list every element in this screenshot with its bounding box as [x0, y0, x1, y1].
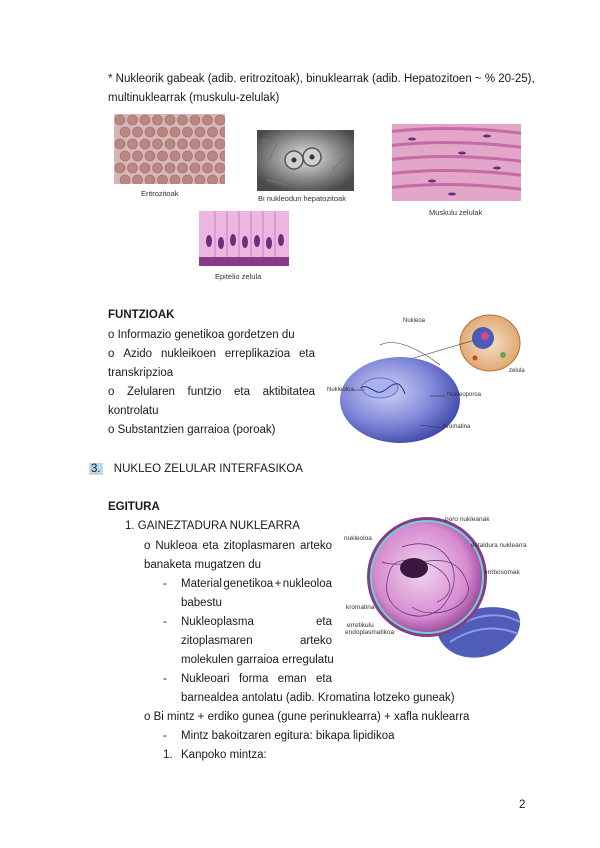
bullet-2-line-2 [181, 632, 332, 650]
egitura-subheading-1: 1. GAINEZTADURA NUKLEARRA [125, 520, 300, 532]
red-blood-cell [165, 139, 175, 149]
red-blood-cell [215, 115, 225, 125]
page-number: 2 [519, 799, 526, 811]
word: zitoplasmaren [181, 635, 253, 647]
red-blood-cell [128, 139, 138, 149]
egitura-heading: EGITURA [108, 501, 160, 513]
word: arteko [300, 635, 332, 647]
red-blood-cell [178, 139, 188, 149]
red-blood-cell [140, 139, 150, 149]
caption-hepatozitoak: Bi nukleodun hepatozitoak [258, 194, 346, 203]
red-blood-cell [120, 151, 130, 161]
word: Azido [123, 348, 153, 360]
label-nukleoloa-2: nukleoloa [344, 535, 372, 542]
word: eman [277, 673, 307, 685]
red-blood-cell [190, 163, 200, 173]
hepatocytes-image [257, 130, 354, 191]
red-blood-cell [115, 139, 125, 149]
word: arteko [300, 540, 332, 552]
section-number: 3. [91, 463, 101, 475]
red-blood-cell [165, 115, 175, 125]
word: o [144, 540, 151, 552]
label-kromatina-2: kromatina [346, 604, 375, 611]
red-blood-cell [208, 127, 218, 137]
intro-line-2: multinuklearrak (muskulu-zelulak) [108, 92, 280, 104]
bullet-dash: - [163, 578, 167, 590]
egitura-item-2: o Bi mintz + erdiko gunea (gune perinuklearra) + xafla nuklearra [144, 711, 470, 723]
word: eta [202, 540, 219, 552]
red-blood-cell [190, 115, 200, 125]
red-blood-cell [165, 163, 175, 173]
bullet-3-line-1 [181, 670, 332, 688]
red-blood-cell [140, 163, 150, 173]
red-blood-cell [115, 163, 125, 173]
numbered-1: 1. [163, 749, 173, 761]
red-blood-cell [140, 115, 150, 125]
nucleus-diagram [325, 310, 525, 445]
bullet-1-line-1 [181, 575, 332, 593]
bullet-dash: - [163, 616, 167, 628]
word: nukleikoen [161, 348, 216, 360]
red-blood-cell [178, 115, 188, 125]
word: forma [238, 673, 269, 685]
red-blood-cell [128, 163, 138, 173]
red-blood-cell [120, 127, 130, 137]
word: erreplikazioa [224, 348, 291, 360]
label-nukleoporoa: Nukleoporoa [447, 392, 482, 398]
caption-eritrozitoak: Eritrozitoak [141, 189, 179, 198]
red-blood-cell [203, 163, 213, 173]
red-blood-cell [170, 175, 180, 184]
word: zitoplasmaren [223, 540, 296, 552]
bullet-2-line-3: molekulen garraioa erregulatu [181, 654, 334, 666]
red-blood-cell [158, 175, 168, 184]
red-blood-cell [115, 115, 125, 125]
label-erretikulu: erretikulu [347, 622, 374, 629]
funtzioak-item-3-line [108, 383, 315, 401]
word: Zelularen [126, 386, 175, 398]
red-blood-cell [133, 175, 143, 184]
red-blood-cell [170, 151, 180, 161]
funtzioak-item-2-line [108, 345, 315, 363]
word: funtzio [187, 386, 222, 398]
red-blood-cell [183, 175, 193, 184]
word: eta [299, 348, 315, 360]
red-blood-cell [120, 175, 130, 184]
red-blood-cell [208, 151, 218, 161]
red-blood-cell [158, 151, 168, 161]
red-blood-cell [183, 151, 193, 161]
word: aktibitatea [262, 386, 315, 398]
red-blood-cell [133, 127, 143, 137]
bullet-dash: - [163, 673, 167, 685]
label-nukleoloa: Nukleoloa [327, 387, 354, 393]
label-poro: poro nukleanak [445, 516, 490, 523]
bullet-dash: - [163, 730, 167, 742]
word: eta [233, 386, 250, 398]
bullet-3-line-2: barnealdea antolatu (adib. Kromatina lotzeko guneak) [181, 692, 455, 704]
word: eta [316, 616, 332, 628]
red-blood-cell [170, 127, 180, 137]
red-blood-cell [145, 127, 155, 137]
funtzioak-item-1: o Informazio genetikoa gordetzen du [108, 329, 295, 341]
caption-epitelio: Epitelio zelula [215, 272, 262, 281]
epithelial-cells-image [199, 211, 289, 266]
bullet-4-text: Mintz bakoitzaren egitura: bikapa lipidikoa [181, 730, 395, 742]
label-endoplasmatikoa: endoplasmatikoa [345, 629, 395, 636]
muscle-cells-image [392, 124, 521, 201]
red-blood-cell [128, 115, 138, 125]
funtzioak-item-2-cont: transkripzioa [108, 367, 174, 379]
red-blood-cell [133, 151, 143, 161]
red-blood-cell [195, 151, 205, 161]
funtzioak-heading: FUNTZIOAK [108, 309, 175, 321]
caption-muskulu: Muskulu zelulak [429, 208, 483, 217]
red-blood-cell [183, 127, 193, 137]
red-blood-cell [178, 163, 188, 173]
word: eta [315, 673, 332, 685]
red-blood-cell [145, 151, 155, 161]
word: nukleoloa [282, 578, 332, 590]
word: Nukleoa [155, 540, 198, 552]
red-blood-cell [215, 139, 225, 149]
red-blood-cell [158, 127, 168, 137]
section-3-title [89, 460, 303, 478]
word: + [274, 578, 282, 590]
funtzioak-item-3-cont: kontrolatu [108, 405, 159, 417]
red-blood-cell [203, 115, 213, 125]
egitura-item-1-cont: banaketa mugatzen du [144, 559, 262, 571]
label-erribosomak: erribosomak [484, 569, 520, 576]
red-blood-cell [203, 139, 213, 149]
bullet-2-line-1 [181, 613, 332, 631]
numbered-1-text: Kanpoko mintza: [181, 749, 267, 761]
egitura-item-1-line [144, 537, 332, 555]
red-blood-cell [215, 163, 225, 173]
word: Nukleoplasma [181, 616, 254, 628]
word: o [108, 348, 115, 360]
word: Material [181, 578, 222, 590]
word: Nukleoari [181, 673, 230, 685]
word: genetikoa [223, 578, 274, 590]
section-title: NUKLEO ZELULAR INTERFASIKOA [113, 463, 303, 475]
red-blood-cell [190, 139, 200, 149]
erythrocytes-image [114, 114, 225, 184]
word: o [108, 386, 115, 398]
label-kromatina: Kromatina [443, 424, 471, 430]
red-blood-cell [153, 139, 163, 149]
red-blood-cell [195, 175, 205, 184]
red-blood-cell [208, 175, 218, 184]
label-zelula: zelula [509, 368, 525, 374]
label-estaldura: estaldura nuklearra [471, 542, 527, 549]
red-blood-cell [153, 163, 163, 173]
funtzioak-item-4: o Substantzien garraioa (poroak) [108, 424, 276, 436]
intro-line-1: * Nukleorik gabeak (adib. eritrozitoak), binuklearrak (adib. Hepatozitoen ~ % 20-25), [108, 73, 535, 85]
red-blood-cell [195, 127, 205, 137]
label-nukleoa: Nukleoa [403, 318, 426, 324]
red-blood-cell [153, 115, 163, 125]
bullet-1-line-2: babestu [181, 597, 222, 609]
red-blood-cell [145, 175, 155, 184]
